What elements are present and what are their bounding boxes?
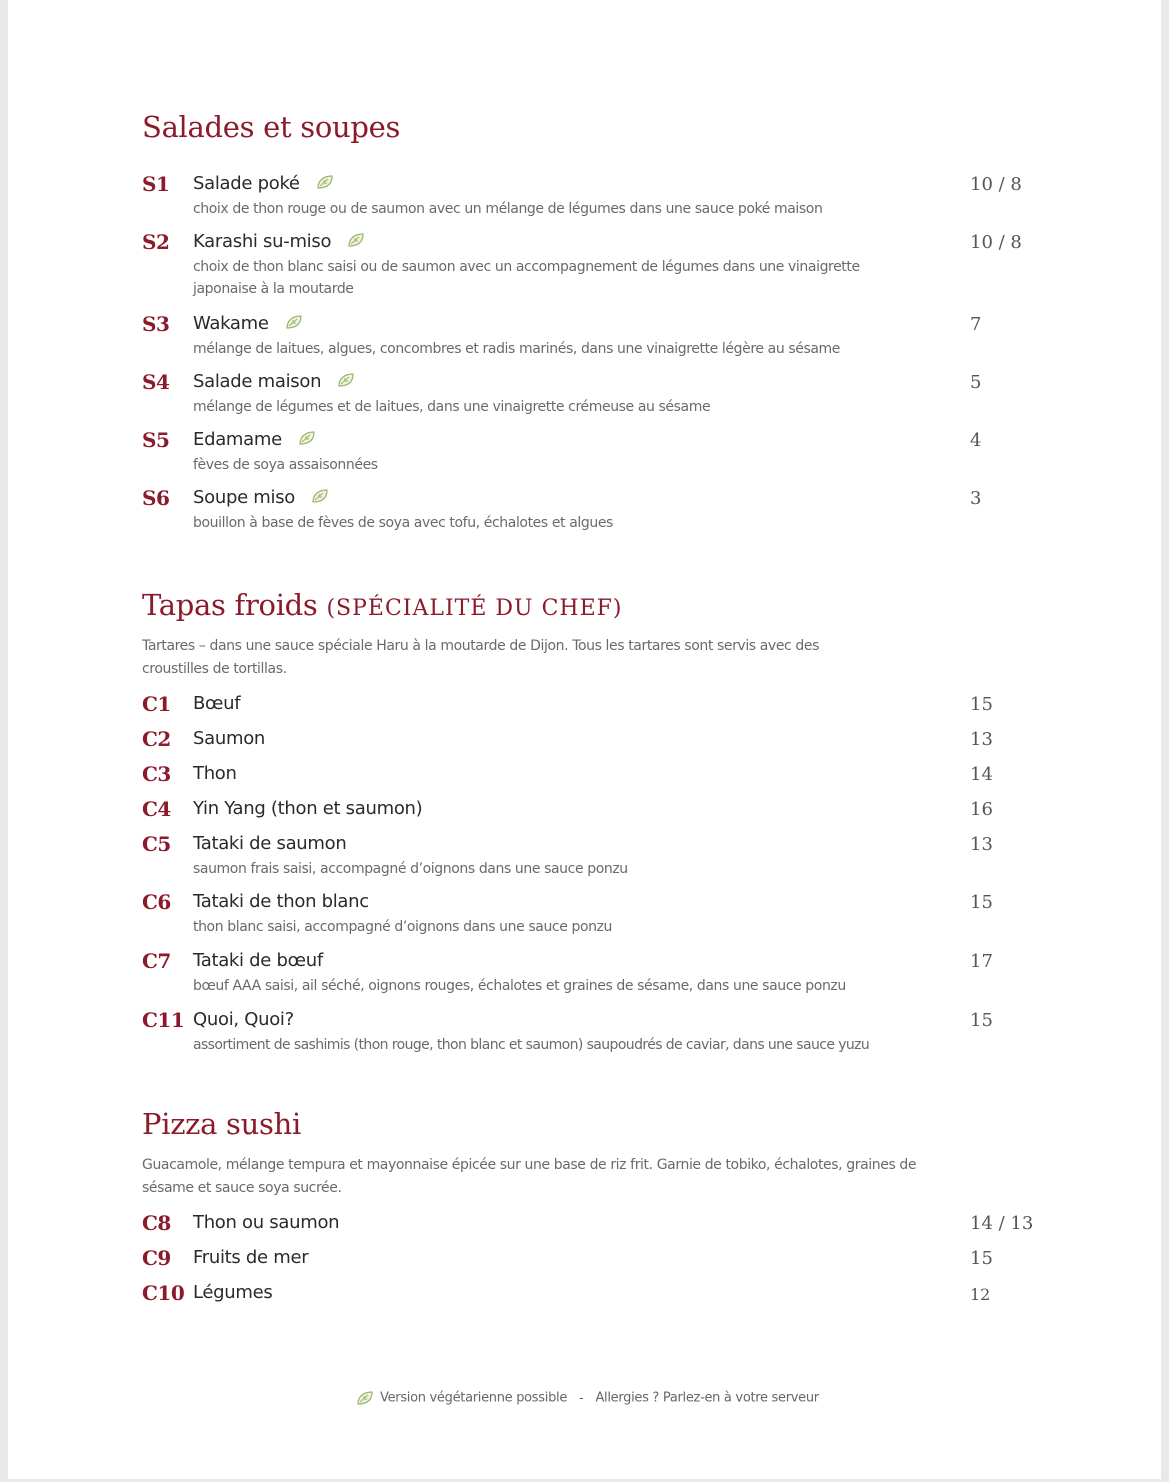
item-description: thon blanc saisi, accompagné d’oignons dans une sauce ponzu	[193, 919, 613, 935]
vegetarian-leaf-icon	[347, 232, 365, 248]
item-code: C3	[142, 762, 171, 786]
item-price: 7	[970, 314, 982, 335]
item-description: choix de thon blanc saisi ou de saumon avec un accompagnement de légumes dans une vinaigrette japonaise à la moutarde	[193, 259, 860, 297]
item-name: Quoi, Quoi?	[193, 1009, 294, 1030]
item-price: 15	[970, 1010, 993, 1031]
item-code: C8	[142, 1211, 171, 1235]
item-name: Tataki de bœuf	[193, 950, 323, 971]
item-description: mélange de légumes et de laitues, dans une vinaigrette crémeuse au sésame	[193, 399, 711, 415]
item-description: fèves de soya assaisonnées	[193, 457, 378, 473]
item-code: S2	[142, 230, 170, 254]
item-name: Soupe miso	[193, 487, 295, 508]
item-price: 14	[970, 764, 993, 785]
item-price: 13	[970, 729, 993, 750]
section-intro: Tartares – dans une sauce spéciale Haru à la moutarde de Dijon. Tous les tartares sont servis avec des croustilles de tortillas.	[142, 638, 819, 677]
item-code: C6	[142, 890, 171, 914]
item-description: bouillon à base de fèves de soya avec tofu, échalotes et algues	[193, 515, 613, 531]
item-code: C11	[142, 1008, 185, 1032]
menu-page	[8, 0, 1161, 1479]
item-name: Saumon	[193, 728, 266, 749]
item-price: 12	[970, 1285, 991, 1304]
item-description: bœuf AAA saisi, ail séché, oignons rouges, échalotes et graines de sésame, dans une sauce ponzu	[193, 978, 846, 994]
item-name: Tataki de thon blanc	[193, 891, 369, 912]
item-price: 10 / 8	[970, 174, 1022, 195]
vegetarian-leaf-icon	[337, 372, 355, 388]
item-name: Yin Yang (thon et saumon)	[193, 798, 423, 819]
vegetarian-leaf-icon	[285, 314, 303, 330]
item-code: C2	[142, 727, 171, 751]
section-title-tapas	[142, 588, 623, 622]
item-name: Thon ou saumon	[193, 1212, 340, 1233]
item-name: Wakame	[193, 313, 269, 334]
item-price: 3	[970, 488, 982, 509]
item-description: saumon frais saisi, accompagné d’oignons dans une sauce ponzu	[193, 861, 628, 877]
item-name: Tataki de saumon	[193, 833, 347, 854]
item-price: 16	[970, 799, 993, 820]
item-price: 14 / 13	[970, 1213, 1034, 1234]
item-name: Edamame	[193, 429, 282, 450]
section-title-salades: Salades et soupes	[142, 110, 401, 144]
item-price: 17	[970, 951, 993, 972]
item-name: Bœuf	[193, 693, 241, 714]
item-price: 15	[970, 892, 993, 913]
item-code: C9	[142, 1246, 171, 1270]
item-description: mélange de laitues, algues, concombres et radis marinés, dans une vinaigrette légère au sésame	[193, 341, 840, 357]
item-name: Salade maison	[193, 371, 322, 392]
item-code: C4	[142, 797, 171, 821]
item-price: 5	[970, 372, 982, 393]
item-price: 15	[970, 694, 993, 715]
vegetarian-leaf-icon	[316, 174, 334, 190]
item-name: Salade poké	[193, 173, 300, 194]
section-intro: Guacamole, mélange tempura et mayonnaise épicée sur une base de riz frit. Garnie de tobiko, échalotes, graines de sésame et sauce soya sucrée.	[142, 1157, 917, 1196]
item-price: 13	[970, 834, 993, 855]
item-code: S5	[142, 428, 170, 452]
footer-separator: -	[579, 1390, 584, 1406]
footer-note	[356, 1390, 836, 1406]
item-name: Thon	[193, 763, 237, 784]
item-code: C1	[142, 692, 171, 716]
item-price: 10 / 8	[970, 232, 1022, 253]
item-price: 15	[970, 1248, 993, 1269]
section-title-pizza: Pizza sushi	[142, 1107, 301, 1141]
item-code: S6	[142, 486, 170, 510]
item-name: Légumes	[193, 1282, 273, 1303]
item-description: choix de thon rouge ou de saumon avec un mélange de légumes dans une sauce poké maison	[193, 201, 823, 217]
section-title-main: Tapas froids	[142, 588, 318, 622]
item-code: S3	[142, 312, 170, 336]
item-price: 4	[970, 430, 982, 451]
item-code: C7	[142, 949, 171, 973]
item-name: Fruits de mer	[193, 1247, 309, 1268]
item-code: S4	[142, 370, 170, 394]
item-code: S1	[142, 172, 170, 196]
vegetarian-note: Version végétarienne possible	[380, 1390, 568, 1406]
vegetarian-leaf-icon	[356, 1390, 374, 1406]
item-code: C5	[142, 832, 171, 856]
item-name: Karashi su-miso	[193, 231, 332, 252]
vegetarian-leaf-icon	[298, 430, 316, 446]
item-description: assortiment de sashimis (thon rouge, thon blanc et saumon) saupoudrés de caviar, dans une sauce yuzu	[193, 1037, 870, 1053]
allergy-note: Allergies ? Parlez-en à votre serveur	[595, 1390, 819, 1406]
section-title-suffix: (SPÉCIALITÉ DU CHEF)	[326, 596, 623, 621]
vegetarian-leaf-icon	[311, 488, 329, 504]
item-code: C10	[142, 1281, 185, 1305]
